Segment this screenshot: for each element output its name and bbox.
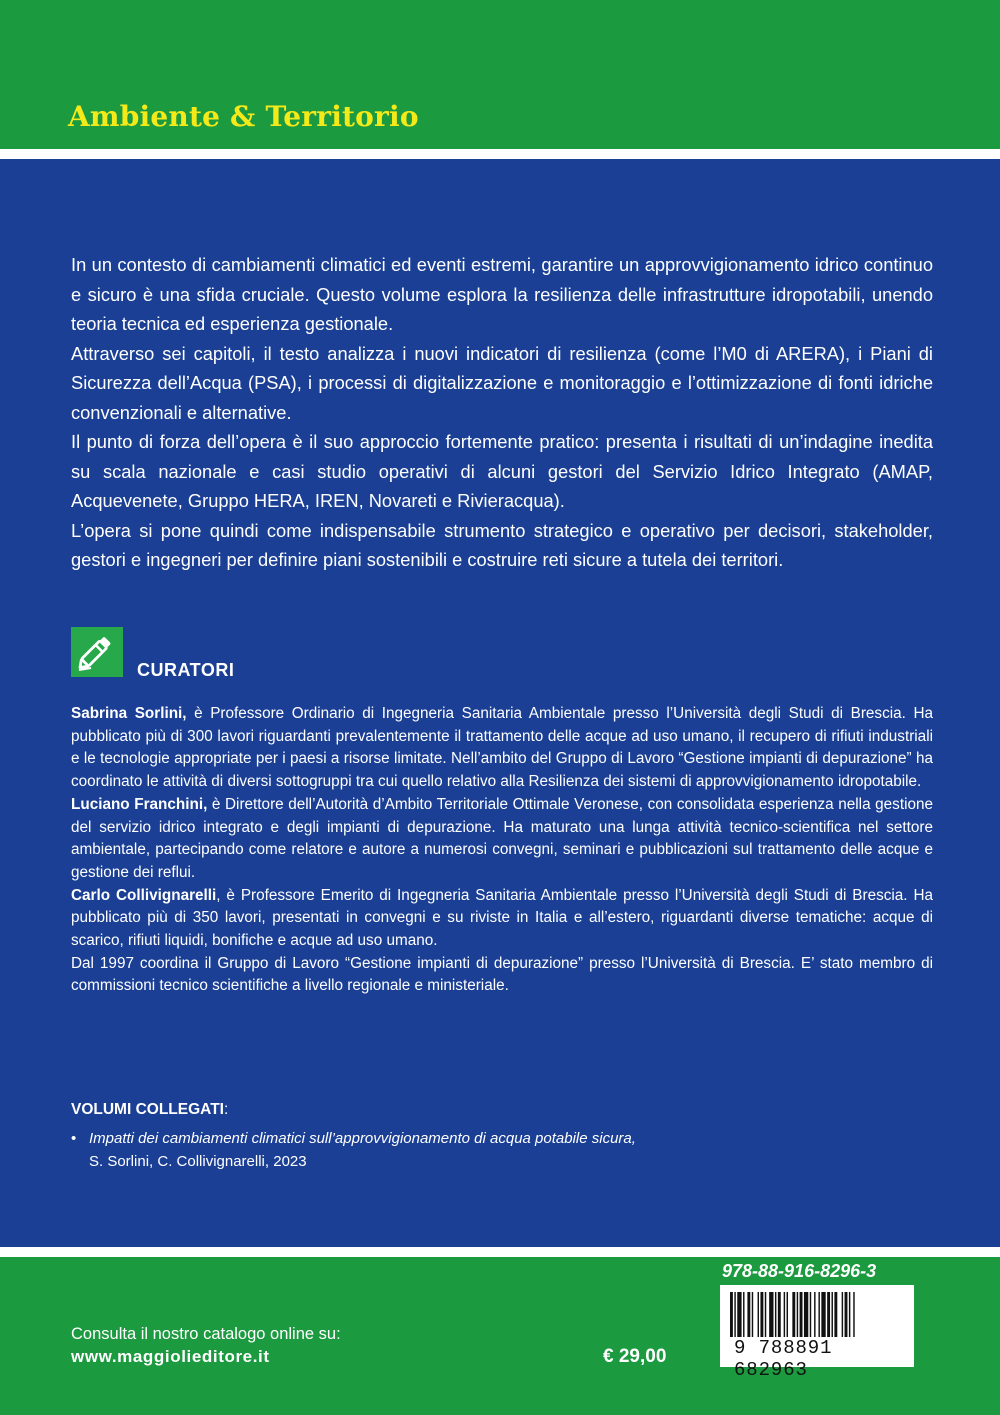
book-description <box>71 250 933 575</box>
barcode-bar <box>804 1292 808 1337</box>
barcode-bar <box>784 1292 785 1337</box>
curatori-heading: CURATORI <box>137 660 235 680</box>
list-item <box>71 1128 831 1173</box>
barcode-bar <box>800 1292 803 1337</box>
barcode-digits: 9 788891 682963 <box>734 1337 833 1381</box>
curatori-bios <box>71 703 933 998</box>
barcode <box>720 1285 914 1381</box>
bio-closing: Dal 1997 coordina il Gruppo di Lavoro “Gestione impianti di depurazione” presso l’Università di Brescia. E’ stato membro di commissioni tecnico scientifiche a livello regionale e ministeriale. <box>71 954 933 995</box>
related-heading <box>71 1101 228 1119</box>
barcode-bar <box>849 1292 850 1337</box>
barcode-bar <box>797 1292 798 1337</box>
barcode-bar <box>743 1292 744 1337</box>
barcode-bar <box>810 1292 811 1337</box>
bio-text: è Professore Ordinario di Ingegneria Sanitaria Ambientale presso l’Università degli Studi di Brescia. Ha pubblicato più di 300 lavori riguardanti prevalentemente il trattamento delle acque ad uso umano, il recupero di rifiuti industriali e le tecnologie appropriate per i paesi a risorse limitate. Nell’ambito del Gruppo di Lavoro “Gestione impianti di depurazione” ha coordinato le attività di diversi sottogruppi tra cui quello relativo alla Resilienza dei sistemi di approvvigionamento idropotabile. <box>71 705 934 791</box>
barcode-bar <box>758 1292 759 1337</box>
bio-paragraph <box>71 794 933 885</box>
barcode-bar <box>792 1292 795 1337</box>
barcode-bar <box>760 1292 763 1337</box>
barcode-bar <box>845 1292 848 1337</box>
barcode-bar <box>827 1292 830 1337</box>
barcode-bar <box>752 1292 753 1337</box>
barcode-bar <box>730 1292 733 1337</box>
related-book-authors: S. Sorlini, C. Collivignarelli, 2023 <box>89 1152 307 1170</box>
description-paragraph: L’opera si pone quindi come indispensabile strumento strategico e operativo per decisori, stakeholder, gestori e ingegneri per definire piani sostenibili e costruire reti sicure a tutela dei territori. <box>71 519 933 570</box>
website-link[interactable]: www.maggiolieditore.it <box>71 1347 270 1366</box>
description-paragraph: Attraverso sei capitoli, il testo analizza i nuovi indicatori di resilienza (come l’M0 di ARERA), i Piani di Sicurezza dell’Acqua (PSA), i processi di digitalizzazione e monitoraggio e l’ottimizzazione di fonti idriche convenzionali e alternative. <box>71 342 933 423</box>
barcode-bar <box>747 1292 750 1337</box>
header-divider <box>0 149 1000 159</box>
barcode-bar <box>787 1292 788 1337</box>
barcode-bar <box>778 1292 781 1337</box>
barcode-bar <box>818 1292 819 1337</box>
bullet-icon: • <box>71 1130 77 1147</box>
isbn-text: 978-88-916-8296-3 <box>722 1261 877 1281</box>
description-paragraph: Il punto di forza dell’opera è il suo approccio fortemente pratico: presenta i risultati di un’indagine inedita su scala nazionale e casi studio operativi di alcuni gestori del Servizio Idrico Integrato (AMAP, Acquevenete, Gruppo HERA, IREN, Novareti e Rivieracqua). <box>71 431 933 511</box>
bio-paragraph <box>71 885 933 953</box>
bio-paragraph <box>71 703 933 794</box>
catalog-text: Consulta il nostro catalogo online su: <box>71 1325 341 1343</box>
barcode-bar <box>734 1292 735 1337</box>
related-title-colon: : <box>223 1101 229 1118</box>
footer-divider <box>0 1247 1000 1257</box>
barcode-bar <box>814 1292 815 1337</box>
barcode-bar <box>769 1292 773 1337</box>
bio-name: Carlo Collivignarelli <box>71 886 217 904</box>
barcode-bar <box>853 1292 854 1337</box>
related-book-title: Impatti dei cambiamenti climatici sull’approvvigionamento di acqua potabile sicura, <box>89 1130 636 1147</box>
bio-text: , è Professore Emerito di Ingegneria Sanitaria Ambientale presso l’Università degli Studi di Brescia. Ha pubblicato più di 350 lavori, presentati in convegni e su riviste in Italia e all’estero, riguardanti diverse tematiche: acque di scarico, rifiuti liquidi, bonifiche e acque ad uso umano. <box>71 886 933 950</box>
barcode-bars <box>730 1292 904 1337</box>
barcode-bar <box>821 1292 825 1337</box>
pencil-icon <box>71 627 123 677</box>
barcode-bar <box>737 1292 741 1337</box>
price-label: € 29,00 <box>603 1346 667 1367</box>
barcode-bar <box>765 1292 766 1337</box>
description-paragraph: In un contesto di cambiamenti climatici ed eventi estremi, garantire un approvvigionamento idrico continuo e sicuro è una sfida cruciale. Questo volume esplora la resilienza delle infrastrutture idropotabili, unendo teoria tecnica ed esperienza gestionale. <box>71 254 933 334</box>
related-title-text: VOLUMI COLLEGATI <box>71 1101 224 1118</box>
barcode-bar <box>842 1292 843 1337</box>
bio-name: Luciano Franchini, <box>71 795 208 813</box>
barcode-bar <box>832 1292 833 1337</box>
bio-name: Sabrina Sorlini, <box>71 705 187 722</box>
barcode-bar <box>834 1292 837 1337</box>
barcode-bar <box>775 1292 776 1337</box>
related-list <box>71 1128 831 1173</box>
series-title: Ambiente & Territorio <box>68 100 419 133</box>
bio-text: è Direttore dell’Autorità d’Ambito Territoriale Ottimale Veronese, con consolidata esperienza nella gestione del servizio idrico integrato e degli impianti di depurazione. Ha maturato una lunga attività tecnico-scientifica nel settore ambientale, partecipando come relatore e autore a numerosi convegni, seminari e pubblicazioni sul trattamento delle acque e gestione dei reflui. <box>71 795 933 881</box>
